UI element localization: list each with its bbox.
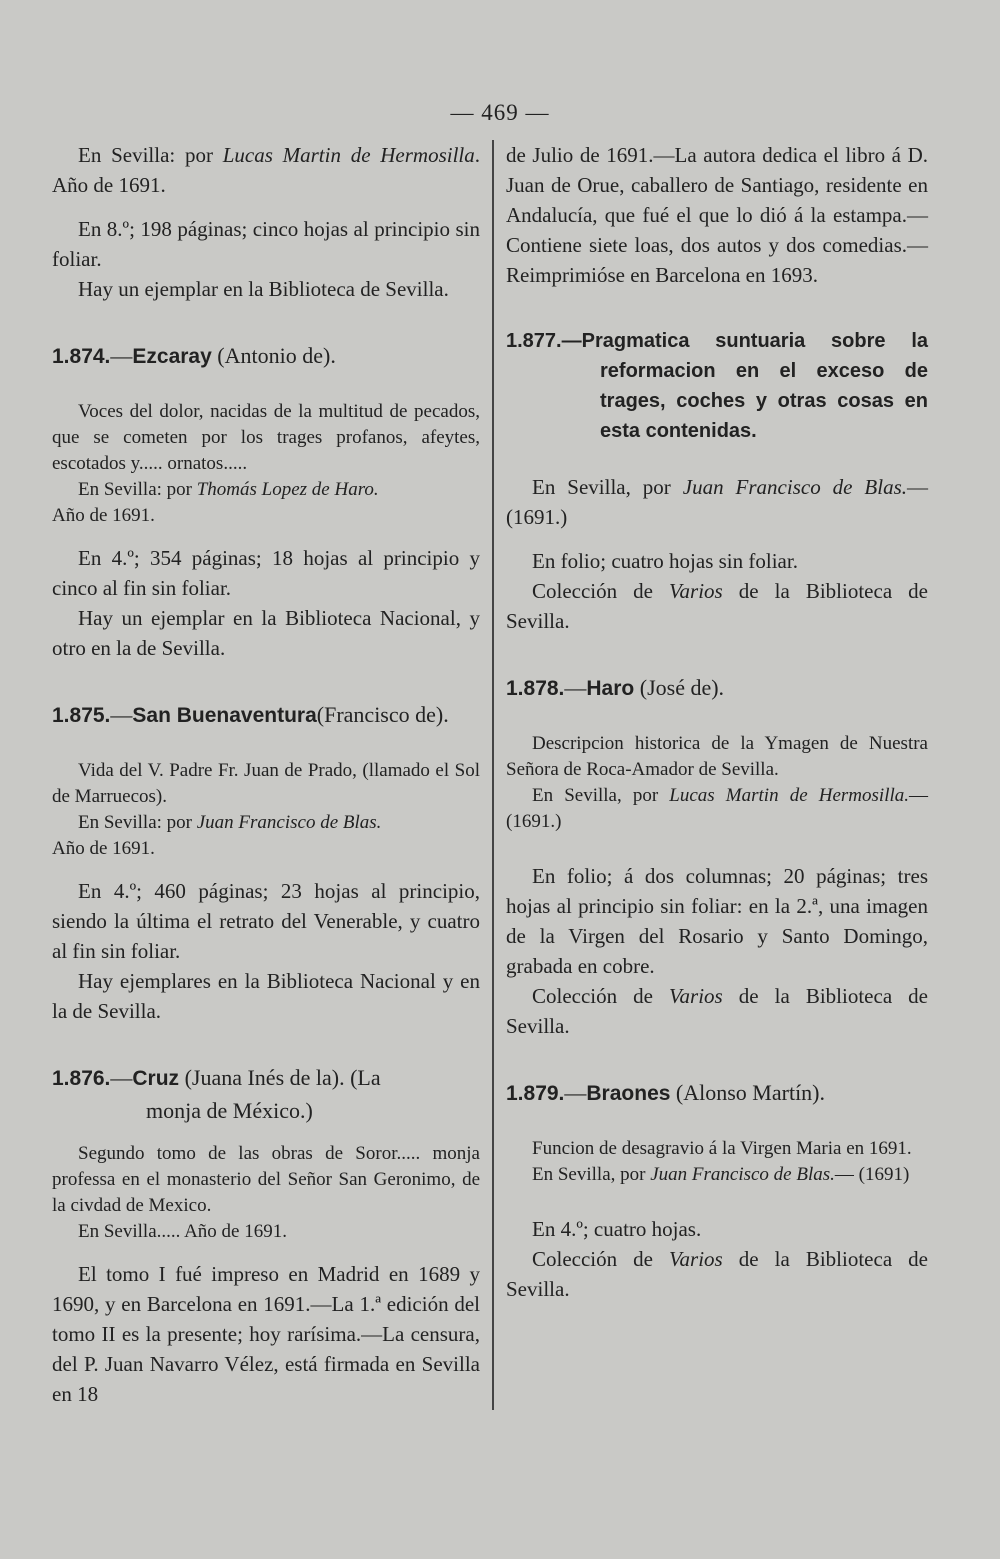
imprint-line: En Sevilla..... Año de 1691. [78, 1221, 287, 1242]
entry-number: 1.874. [52, 345, 111, 368]
imprint-suffix: — (1691) [834, 1164, 910, 1185]
imprint-line [506, 1162, 928, 1188]
author-name: Ezcaray [132, 345, 212, 368]
format-note: En 4.º; cuatro hojas. [532, 1217, 702, 1241]
imprint-prefix: En Sevilla: por [78, 479, 197, 500]
collection-prefix: Colección de [532, 1247, 670, 1271]
author-rest: (Francisco de). [316, 702, 449, 727]
collection-name: Varios [669, 1247, 723, 1271]
imprint-prefix: En Sevilla, por [532, 785, 670, 806]
collection-suffix: de la Biblioteca de Sevilla. [506, 579, 928, 633]
copies-note: Hay un ejemplar en la Biblioteca de Sevilla. [78, 277, 449, 301]
work-title: Voces del dolor, nacidas de la multitud de pecados, que se cometen por los trages profanos, afeytes, escotados y..... ornatos..... [52, 401, 480, 474]
imprint-prefix: En Sevilla: por [78, 812, 197, 833]
work-title: Segundo tomo de las obras de Soror..... monja professa en el monasterio del Señor San Geronimo, de la civdad de Mexico. [52, 1143, 480, 1216]
printer-name: Lucas Martin de Hermosilla. [669, 785, 909, 806]
collection-name: Varios [669, 579, 723, 603]
entry-dash: — [561, 330, 582, 352]
entry-1878 [506, 672, 928, 1041]
note-continuation: de Julio de 1691.—La autora dedica el libro á D. Juan de Orue, caballero de Santiago, residente en Andalucía, que fué el que lo dió á la estampa.—Contiene siete loas, dos autos y dos comedias.—Reimprimióse en Barcelona en 1693. [506, 143, 928, 287]
entry-heading [52, 1062, 480, 1095]
author-rest: (Juana Inés de la). (La [179, 1065, 381, 1090]
imprint-line [506, 472, 928, 532]
format-note: En folio; cuatro hojas sin foliar. [532, 549, 798, 573]
entry-heading-cont: monja de México.) [146, 1098, 313, 1123]
author-name: Cruz [132, 1067, 180, 1090]
imprint-line [52, 477, 480, 503]
page-number: — 469 — [450, 100, 550, 125]
imprint-line [506, 783, 928, 835]
bibliographic-note: El tomo I fué impreso en Madrid en 1689 y 1690, y en Barcelona en 1691.—La 1.ª edición del tomo II es la presente; hoy rarísima.—La censura, del P. Juan Navarro Vélez, está firmada en Sevilla en 18 [52, 1262, 480, 1406]
entry-heading [506, 672, 928, 705]
author-name: Haro [586, 677, 635, 700]
work-title: Funcion de desagravio á la Virgen Maria en 1691. [532, 1138, 912, 1159]
entry-1875 [52, 699, 480, 1026]
entry-1879 [506, 1077, 928, 1304]
entry-number: 1.875. [52, 704, 111, 727]
format-note: En 4.º; 354 páginas; 18 hojas al principio y cinco al fin sin foliar. [52, 546, 480, 600]
imprint-year: Año de 1691. [52, 838, 155, 859]
entry-heading [506, 326, 928, 446]
imprint-suffix: —(1691.) [506, 785, 928, 832]
work-title: Vida del V. Padre Fr. Juan de Prado, (llamado el Sol de Marruecos). [52, 760, 480, 807]
entry-dash: — [110, 1065, 133, 1090]
copies-note: Hay ejemplares en la Biblioteca Nacional y en la de Sevilla. [52, 969, 480, 1023]
printer-name: Juan Francisco de Blas. [682, 475, 907, 499]
author-rest: (José de). [634, 675, 725, 700]
column-divider [492, 140, 494, 1410]
work-title: Descripcion historica de la Ymagen de Nuestra Señora de Roca-Amador de Sevilla. [506, 733, 928, 780]
printer-name: Thomás Lopez de Haro. [196, 479, 379, 500]
imprint-prefix: En Sevilla: por [78, 143, 223, 167]
imprint-prefix: En Sevilla, por [532, 475, 683, 499]
entry-heading [52, 340, 480, 373]
imprint-year: Año de 1691. [52, 505, 155, 526]
work-title: Pragmatica suntuaria sobre la reformacion en el exceso de trages, coches y otras cosas en esta contenidas. [581, 330, 928, 442]
collection-note [506, 981, 928, 1041]
author-name: San Buenaventura [132, 704, 317, 727]
entry-1876 [52, 1062, 480, 1409]
collection-prefix: Colección de [532, 984, 670, 1008]
collection-prefix: Colección de [532, 579, 670, 603]
format-note: En folio; á dos columnas; 20 páginas; tres hojas al principio sin foliar: en la 2.ª, una imagen de la Virgen del Rosario y Santo Domingo, grabada en cobre. [506, 864, 928, 978]
entry-number: 1.876. [52, 1067, 111, 1090]
collection-name: Varios [669, 984, 723, 1008]
author-rest: (Antonio de). [211, 343, 336, 368]
collection-suffix: de la Biblioteca de Sevilla. [506, 984, 928, 1038]
printer-name: Juan Francisco de Blas. [196, 812, 382, 833]
printer-name: Lucas Martin de Hermosilla [222, 143, 475, 167]
collection-note [506, 1244, 928, 1304]
imprint-prefix: En Sevilla, por [532, 1164, 651, 1185]
printer-name: Juan Francisco de Blas. [650, 1164, 835, 1185]
left-column [52, 140, 480, 1409]
imprint-line [52, 810, 480, 836]
right-column [506, 140, 928, 1304]
author-name: Braones [586, 1082, 671, 1105]
entry-dash: — [564, 1080, 587, 1105]
imprint-suffix: . Año de 1691. [52, 143, 480, 197]
format-note: En 8.º; 198 páginas; cinco hojas al principio sin foliar. [52, 217, 480, 271]
entry-dash: — [110, 702, 133, 727]
entry-dash: — [564, 675, 587, 700]
collection-suffix: de la Biblioteca de Sevilla. [506, 1247, 928, 1301]
entry-dash: — [110, 343, 133, 368]
entry-number: 1.879. [506, 1082, 565, 1105]
collection-note [506, 576, 928, 636]
entry-heading [52, 699, 480, 732]
copies-note: Hay un ejemplar en la Biblioteca Nacional, y otro en la de Sevilla. [52, 606, 480, 660]
entry-number: 1.877. [506, 330, 562, 352]
entry-1877 [506, 326, 928, 636]
imprint-line [52, 140, 480, 200]
entry-1874 [52, 340, 480, 663]
author-rest: (Alonso Martín). [670, 1080, 826, 1105]
entry-number: 1.878. [506, 677, 565, 700]
format-note: En 4.º; 460 páginas; 23 hojas al principio, siendo la última el retrato del Venerable, y cuatro al fin sin foliar. [52, 879, 480, 963]
imprint-suffix: — (1691.) [506, 475, 928, 529]
entry-heading [506, 1077, 928, 1110]
